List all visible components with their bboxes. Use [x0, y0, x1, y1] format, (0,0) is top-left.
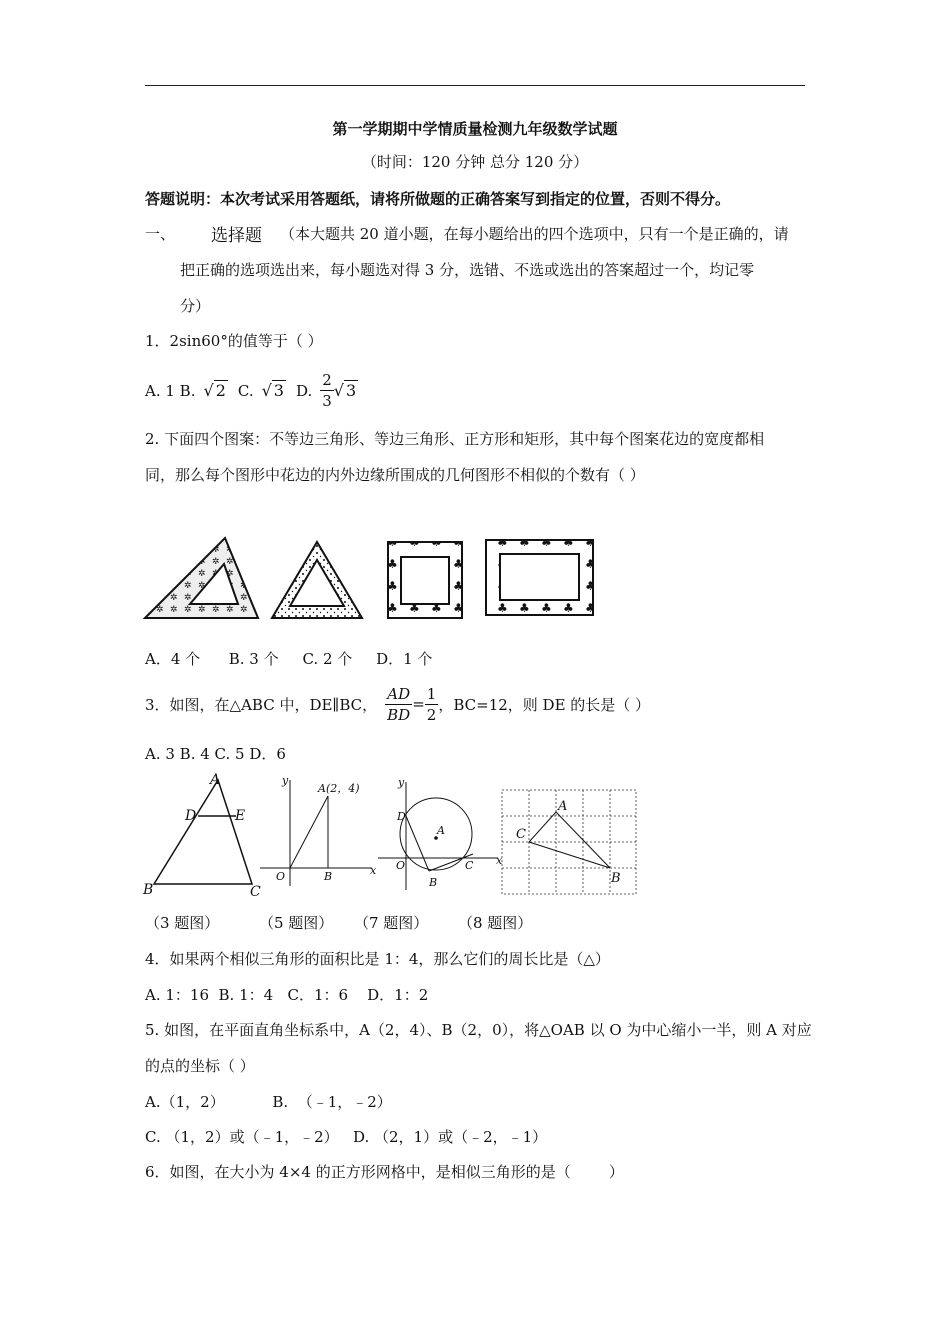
exam-time-info: （时间：120 分钟 总分 120 分） [361, 153, 589, 171]
question-5-options-cd: C. （1，2）或（﹣1，﹣2） D. （2，1）或（﹣2，﹣1） [145, 1128, 548, 1146]
section-desc-line2: 把正确的选项选出来，每小题选对得 3 分，选错、不选或选出的答案超过一个，均记零 [180, 261, 755, 279]
answer-instruction: 答题说明：本次考试采用答题纸，请将所做题的正确答案写到指定的位置，否则不得分。 [145, 190, 731, 208]
question-5-line2: 的点的坐标（ ） [145, 1057, 255, 1075]
fig8-label-b: B [611, 871, 621, 886]
header-rule [145, 85, 805, 86]
q3-stem-pre: 3．如图，在△ABC 中，DE∥BC， [145, 695, 378, 714]
fig5-label-b: B [324, 870, 333, 883]
figure-8-triangle [529, 812, 610, 868]
fig7-label-c: C [465, 859, 474, 872]
fig7-label-x: x [496, 854, 503, 867]
fig8-label-a: A [558, 799, 568, 814]
fig3-label-d: D [185, 808, 197, 824]
section-desc-line1: （本大题共 20 道小题，在每小题给出的四个选项中，只有一个是正确的，请 [280, 225, 789, 243]
question-3-stem [145, 684, 650, 724]
caption-figure-7: （7 题图） [354, 914, 429, 932]
section-heading: 选择题 [211, 226, 262, 246]
question-2-line1: 2. 下面四个图案：不等边三角形、等边三角形、正方形和矩形，其中每个图案花边的宽度都相 [145, 430, 765, 448]
question-3-options: A. 3 B. 4 C. 5 D．6 [145, 745, 286, 763]
sqrt3b-expression: √ 3 [333, 380, 357, 400]
fig5-label-x: x [370, 864, 377, 877]
section-desc-line3: 分） [180, 297, 211, 315]
question-5-options-ab: A.（1，2） B. （﹣1，﹣2） [145, 1093, 392, 1111]
fig3-label-c: C [250, 884, 261, 900]
question-1-options [145, 370, 358, 411]
fig3-label-e: E [235, 808, 246, 824]
q1-option-c: C. [237, 381, 254, 400]
q3-equals: = [412, 695, 425, 713]
question-2-options: A．4 个 B. 3 个 C. 2 个 D．1 个 [145, 650, 433, 668]
fig8-label-c: C [516, 827, 526, 842]
equilateral-triangle-pattern [272, 542, 362, 618]
caption-figure-8: （8 题图） [458, 914, 533, 932]
fig3-label-b: B [143, 882, 154, 898]
fig7-label-y: y [398, 776, 405, 789]
two-thirds-fraction: $\frac{2}{3}$ [322, 371, 332, 410]
ad-bd-fraction: $\frac{AD}{BD}$ [387, 684, 411, 724]
scalene-triangle-pattern [145, 538, 258, 618]
question-4-options: A. 1：16 B. 1：4 C．1：6 D．1：2 [145, 986, 429, 1004]
fig7-label-a: A [437, 824, 445, 837]
square-pattern [388, 542, 462, 618]
sqrt2-expression: √ 2 [203, 380, 226, 400]
one-half-fraction: $\frac{1}{2}$ [426, 684, 437, 724]
question-5-line1: 5. 如图，在平面直角坐标系中，A（2，4）、B（2，0），将△OAB 以 O 为中心缩小一半，则 A 对应 [145, 1021, 812, 1039]
fig7-label-b: B [429, 876, 438, 889]
fig5-label-o: O [276, 870, 286, 883]
q3-stem-post: ，BC=12，则 DE 的长是（ ） [438, 695, 651, 714]
question-2-line2: 同，那么每个图形中花边的内外边缘所围成的几何图形不相似的个数有（ ） [145, 466, 645, 484]
page-title: 第一学期期中学情质量检测九年级数学试题 [332, 120, 618, 138]
question-1-stem: 1．2sin60°的值等于（ ） [145, 332, 323, 350]
caption-figure-5: （5 题图） [259, 914, 334, 932]
rectangle-pattern [486, 540, 593, 615]
q1-option-a-b: A. 1 B. [145, 381, 196, 400]
fig5-label-a: A(2，4) [318, 782, 360, 795]
q2-figure-patterns [140, 530, 610, 625]
fig5-label-y: y [282, 774, 289, 787]
section-number: 一、 [145, 225, 176, 243]
figures-row [140, 768, 650, 903]
fig7-label-d: D [397, 810, 406, 823]
caption-figure-3: （3 题图） [145, 914, 220, 932]
figure-3-triangle [154, 780, 252, 884]
sqrt3-expression: √ 3 [261, 380, 284, 400]
q1-option-d: D. [295, 381, 313, 400]
question-6-stem: 6．如图，在大小为 4×4 的正方形网格中，是相似三角形的是（ ） [145, 1163, 624, 1181]
fig7-label-o: O [396, 859, 406, 872]
fig3-label-a: A [210, 772, 221, 788]
question-4-stem: 4．如果两个相似三角形的面积比是 1：4，那么它们的周长比是（△） [145, 950, 610, 968]
